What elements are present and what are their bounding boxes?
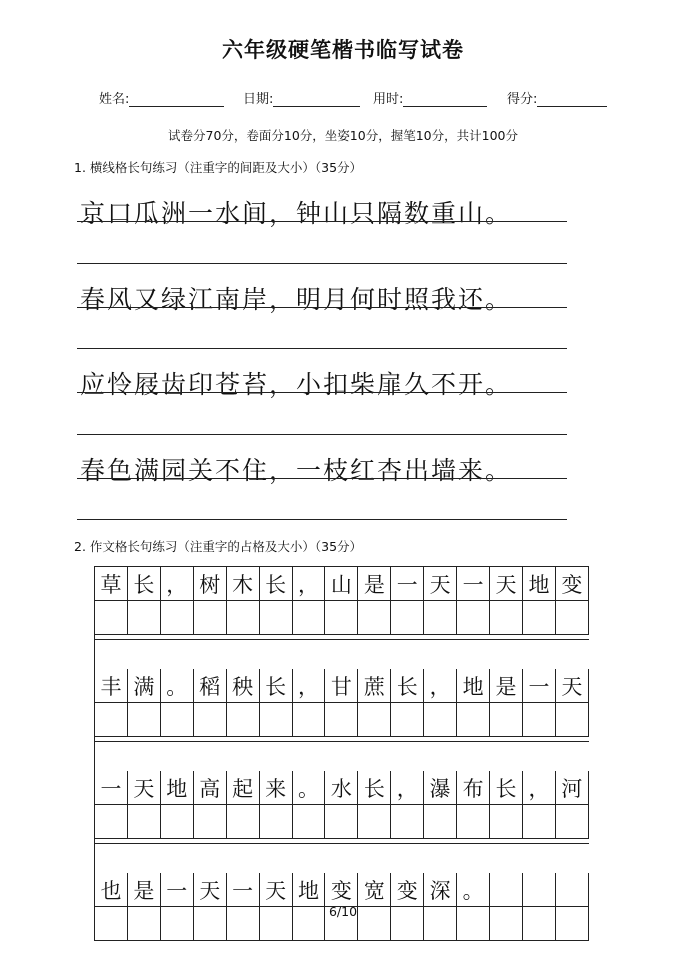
grid-cell-empty[interactable] bbox=[523, 805, 556, 839]
grid-cell-empty[interactable] bbox=[95, 601, 128, 635]
section2-heading: 2. 作文格长句练习（注重字的占格及大小）（35分） bbox=[74, 539, 363, 554]
grid-cell-filled: ， bbox=[161, 567, 194, 601]
grid-cell-empty[interactable] bbox=[424, 601, 457, 635]
name-blank[interactable] bbox=[129, 92, 224, 107]
grid-cell-filled: 地 bbox=[523, 567, 556, 601]
handwriting-line-2: 春风又绿江南岸，明月何时照我还。 bbox=[80, 285, 513, 314]
grid-cell-empty[interactable] bbox=[424, 805, 457, 839]
grid-cell-empty[interactable] bbox=[457, 703, 490, 737]
composition-grid bbox=[94, 566, 589, 941]
writing-line bbox=[77, 348, 567, 349]
grid-cell-empty[interactable] bbox=[523, 703, 556, 737]
time-field bbox=[373, 88, 487, 107]
grid-cell-empty[interactable] bbox=[556, 601, 589, 635]
grid-cell-filled: 是 bbox=[358, 567, 391, 601]
grid-cell-filled: 起 bbox=[227, 771, 260, 805]
time-label: 用时: bbox=[373, 92, 404, 107]
date-field bbox=[243, 88, 360, 107]
grid-cell-empty[interactable] bbox=[523, 601, 556, 635]
name-field bbox=[99, 88, 224, 107]
grid-cell-filled: 高 bbox=[194, 771, 227, 805]
page-number: 6/10 bbox=[328, 904, 358, 919]
grid-cell-filled: 长 bbox=[260, 669, 293, 703]
grid-cell-filled: 草 bbox=[95, 567, 128, 601]
grid-gap bbox=[95, 839, 589, 844]
writing-line bbox=[77, 478, 567, 479]
grid-cell-empty[interactable] bbox=[95, 805, 128, 839]
grid-cell-empty[interactable] bbox=[556, 703, 589, 737]
grid-cell-filled: 天 bbox=[128, 771, 161, 805]
date-label: 日期: bbox=[243, 92, 274, 107]
grid-cell-filled: 地 bbox=[293, 873, 326, 907]
grid-cell-filled: ， bbox=[293, 669, 326, 703]
grid-cell-filled: 也 bbox=[95, 873, 128, 907]
grid-cell-filled: 一 bbox=[523, 669, 556, 703]
grid-cell-empty[interactable] bbox=[161, 805, 194, 839]
grid-cell-empty[interactable] bbox=[128, 601, 161, 635]
grid-cell-empty[interactable] bbox=[391, 805, 424, 839]
writing-line bbox=[77, 434, 567, 435]
grid-cell-empty[interactable] bbox=[556, 805, 589, 839]
grid-cell-filled: 变 bbox=[391, 873, 424, 907]
grid-cell-filled: 丰 bbox=[95, 669, 128, 703]
grid-cell-filled: 长 bbox=[391, 669, 424, 703]
grid-cell-filled: 长 bbox=[128, 567, 161, 601]
grid-cell-empty[interactable] bbox=[424, 703, 457, 737]
grid-cell-filled: 。 bbox=[161, 669, 194, 703]
grid-cell-empty[interactable] bbox=[260, 601, 293, 635]
grid-cell-filled: 稻 bbox=[194, 669, 227, 703]
grid-cell-empty[interactable] bbox=[194, 805, 227, 839]
grid-cell-empty[interactable] bbox=[358, 805, 391, 839]
grid-cell-empty[interactable] bbox=[490, 703, 523, 737]
grid-cell-empty[interactable] bbox=[128, 703, 161, 737]
grid-cell-filled: 长 bbox=[260, 567, 293, 601]
grid-gap bbox=[95, 737, 589, 742]
grid-cell-empty[interactable] bbox=[325, 601, 358, 635]
grid-cell-empty[interactable] bbox=[358, 703, 391, 737]
grid-cell-empty[interactable] bbox=[325, 703, 358, 737]
score-field bbox=[507, 88, 607, 107]
grid-cell-filled: ， bbox=[424, 669, 457, 703]
grid-cell-filled: ， bbox=[523, 771, 556, 805]
grid-cell-empty[interactable] bbox=[95, 703, 128, 737]
writing-line bbox=[77, 392, 567, 393]
grid-cell-empty[interactable] bbox=[227, 703, 260, 737]
grid-cell-empty[interactable] bbox=[293, 601, 326, 635]
grid-cell-filled: 天 bbox=[490, 567, 523, 601]
writing-line bbox=[77, 221, 567, 222]
grid-cell-filled: 天 bbox=[424, 567, 457, 601]
grid-cell-filled: 是 bbox=[128, 873, 161, 907]
grid-cell-empty[interactable] bbox=[227, 601, 260, 635]
score-label: 得分: bbox=[507, 92, 538, 107]
grid-cell-filled: 天 bbox=[194, 873, 227, 907]
grid-cell-filled: 。 bbox=[293, 771, 326, 805]
scoring-note: 试卷分70分，卷面分10分，坐姿10分，握笔10分，共计100分 bbox=[168, 128, 518, 143]
grid-cell-filled: 一 bbox=[95, 771, 128, 805]
grid-cell-filled: 来 bbox=[260, 771, 293, 805]
grid-cell-filled: 天 bbox=[260, 873, 293, 907]
grid-cell-filled: 瀑 bbox=[424, 771, 457, 805]
grid-cell-filled: ， bbox=[293, 567, 326, 601]
grid-cell-empty[interactable] bbox=[490, 601, 523, 635]
grid-cell-empty[interactable] bbox=[293, 805, 326, 839]
grid-cell-filled: 一 bbox=[161, 873, 194, 907]
grid-cell-filled: 一 bbox=[457, 567, 490, 601]
grid-cell-filled: 一 bbox=[391, 567, 424, 601]
grid-cell-empty[interactable] bbox=[391, 601, 424, 635]
grid-cell-empty[interactable] bbox=[161, 601, 194, 635]
grid-cell-empty[interactable] bbox=[194, 601, 227, 635]
handwriting-line-3: 应怜屐齿印苍苔，小扣柴扉久不开。 bbox=[80, 370, 513, 399]
grid-cell-filled: 河 bbox=[556, 771, 589, 805]
grid-cell-filled: 宽 bbox=[358, 873, 391, 907]
grid-cell-empty[interactable] bbox=[325, 805, 358, 839]
time-blank[interactable] bbox=[403, 92, 487, 107]
grid-cell-filled bbox=[556, 873, 589, 907]
grid-gap bbox=[95, 635, 589, 640]
grid-cell-filled: 长 bbox=[490, 771, 523, 805]
writing-line bbox=[77, 519, 567, 520]
grid-cell-empty[interactable] bbox=[457, 601, 490, 635]
handwriting-line-1: 京口瓜洲一水间，钟山只隔数重山。 bbox=[80, 199, 513, 228]
grid-cell-filled: 天 bbox=[556, 669, 589, 703]
handwriting-line-4: 春色满园关不住，一枝红杏出墙来。 bbox=[80, 456, 513, 485]
grid-cell-filled: 地 bbox=[457, 669, 490, 703]
grid-cell-filled: 满 bbox=[128, 669, 161, 703]
grid-cell-empty[interactable] bbox=[457, 805, 490, 839]
date-blank[interactable] bbox=[273, 92, 360, 107]
grid-cell-filled: 一 bbox=[227, 873, 260, 907]
grid-cell-filled: ， bbox=[391, 771, 424, 805]
grid-cell-filled: 蔗 bbox=[358, 669, 391, 703]
grid-cell-empty[interactable] bbox=[293, 703, 326, 737]
grid-cell-filled bbox=[490, 873, 523, 907]
grid-cell-filled: 甘 bbox=[325, 669, 358, 703]
score-blank[interactable] bbox=[537, 92, 607, 107]
grid-cell-empty[interactable] bbox=[260, 805, 293, 839]
grid-cell-filled: 地 bbox=[161, 771, 194, 805]
grid-cell-empty[interactable] bbox=[358, 601, 391, 635]
grid-cell-filled: 秧 bbox=[227, 669, 260, 703]
page-title: 六年级硬笔楷书临写试卷 bbox=[222, 38, 464, 62]
grid-cell-filled: 变 bbox=[325, 873, 358, 907]
grid-cell-filled: 木 bbox=[227, 567, 260, 601]
grid-cell-filled: 树 bbox=[194, 567, 227, 601]
grid-cell-empty[interactable] bbox=[161, 703, 194, 737]
grid-cell-filled: 深 bbox=[424, 873, 457, 907]
grid-cell-empty[interactable] bbox=[490, 805, 523, 839]
grid-cell-filled: 。 bbox=[457, 873, 490, 907]
grid-cell-empty[interactable] bbox=[391, 703, 424, 737]
grid-cell-filled: 长 bbox=[358, 771, 391, 805]
grid-cell-empty[interactable] bbox=[260, 703, 293, 737]
grid-cell-filled bbox=[523, 873, 556, 907]
writing-line bbox=[77, 307, 567, 308]
grid-cell-filled: 布 bbox=[457, 771, 490, 805]
grid-cell-empty[interactable] bbox=[194, 703, 227, 737]
grid-cell-filled: 水 bbox=[325, 771, 358, 805]
grid-cell-empty[interactable] bbox=[128, 805, 161, 839]
grid-cell-empty[interactable] bbox=[227, 805, 260, 839]
grid-cell-filled: 山 bbox=[325, 567, 358, 601]
name-label: 姓名: bbox=[99, 92, 130, 107]
grid-cell-filled: 变 bbox=[556, 567, 589, 601]
section1-heading: 1. 横线格长句练习（注重字的间距及大小）（35分） bbox=[74, 160, 363, 175]
writing-line bbox=[77, 263, 567, 264]
grid-cell-filled: 是 bbox=[490, 669, 523, 703]
